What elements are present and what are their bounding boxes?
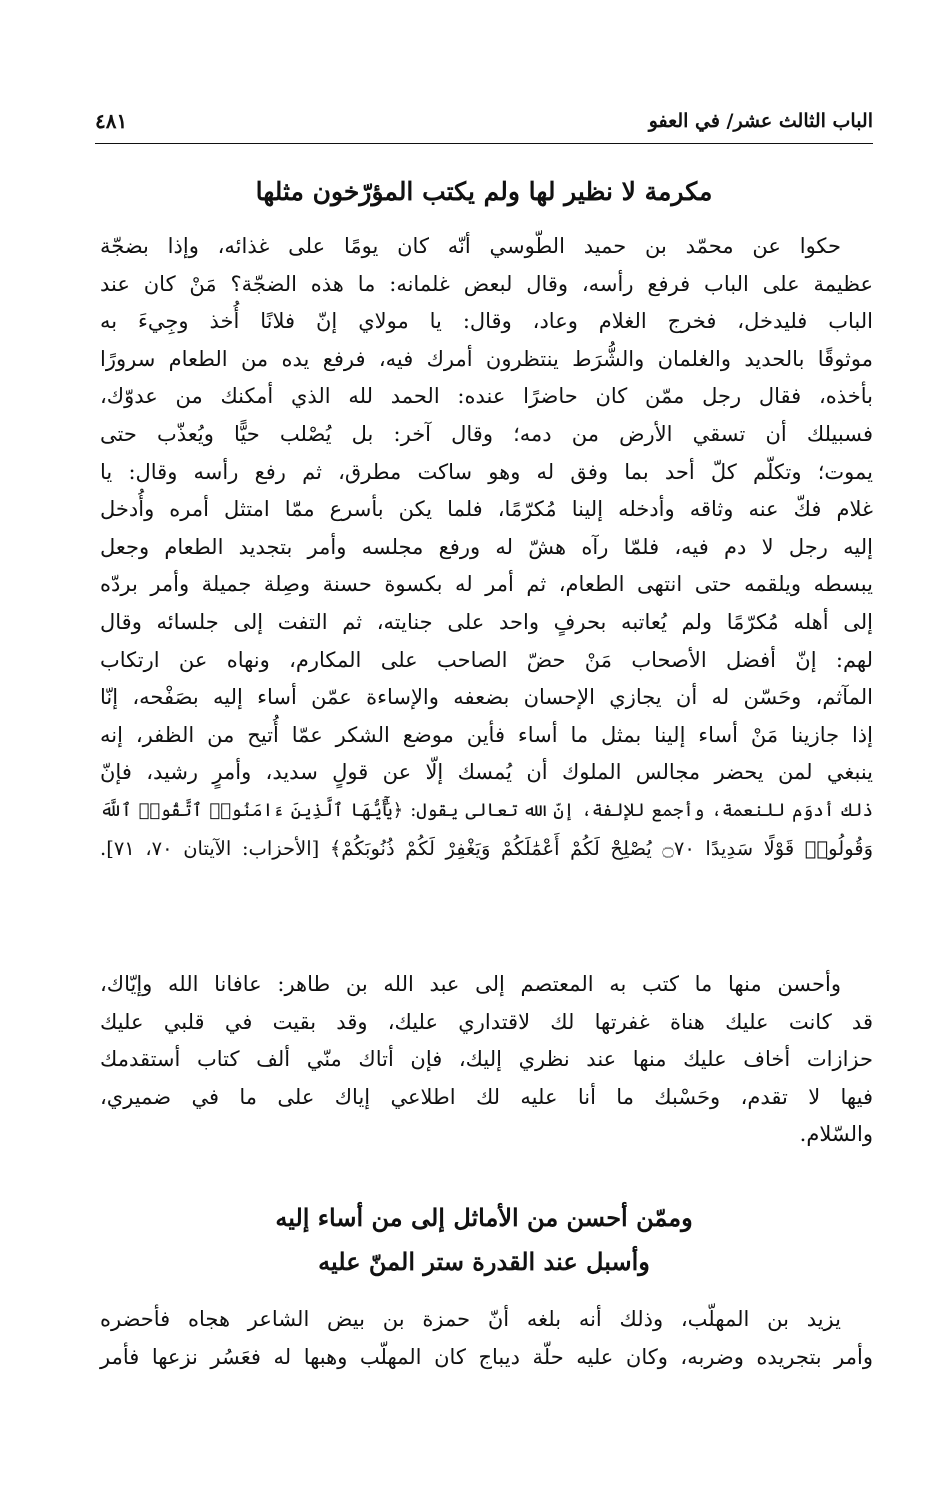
paragraph-line: يبسطه ويلقمه حتى انتهى الطعام، ثم أمر له بكسوة حسنة وصِلة جميلة وأمر بردّه (100, 572, 873, 597)
paragraph-line: وأمر بتجريده وضربه، وكان عليه حلّة ديباج كان المهلّب وهبها له فعَسُر نزعها فأمر (100, 1344, 873, 1369)
paragraph-line: قد كانت عليك هناة غفرتها لك لاقتداري عليك، وقد بقيت في قلبي عليك (100, 1009, 873, 1034)
chapter-title: الباب الثالث عشر/ في العفو (648, 110, 873, 132)
paragraph-line: يموت؛ وتكلّم كلّ أحد بما وفق له وهو ساكت مطرق، ثم رفع رأسه وقال: يا (100, 459, 873, 484)
header-divider (95, 143, 873, 144)
paragraph-line: إذا جازينا مَنْ أساء إلينا بمثل ما أساء فأين موضع الشكر عمّا أُتيح من الظفر، إنه (100, 722, 873, 747)
paragraph-line: حكوا عن محمّد بن حميد الطّوسي أنّه كان يومًا على غذائه، وإذا بضجّة (100, 234, 841, 258)
section-heading-3-line-2: وأسبل عند القدرة ستر المنّ عليه (318, 1247, 650, 1276)
paragraph-line: حزازات أخاف عليك منها عند نظري إليك، فإن أتاك منّي ألف كتاب أستقدمك (100, 1047, 873, 1072)
paragraph-line: وأحسن منها ما كتب به المعتصم إلى عبد الله بن طاهر: عافانا الله وإيّاك، (100, 972, 841, 996)
paragraph-line: لهم: إنّ أفضل الأصحاب مَنْ حضّ الصاحب على المكارم، ونهاه عن ارتكاب (100, 647, 873, 672)
paragraph-line: بأخذه، فقال رجل ممّن كان حاضرًا عنده: الحمد لله الذي أمكنك من عدوّك، (100, 384, 873, 409)
quran-verse-line: وَقُولُوا۟ قَوْلًا سَدِيدًا ۝٧٠ يُصْلِحْ لَكُمْ أَعْمَٰلَكُمْ وَيَغْفِرْ لَكُمْ ذُنُوبَكُمْ﴾ [الأحزاب: الآيتان ٧٠، ٧١]. (100, 836, 874, 860)
paragraph-line: يزيد بن المهلّب، وذلك أنه بلغه أنّ حمزة بن بيض الشاعر هجاه فأحضره (100, 1307, 841, 1331)
paragraph-line: فيها لا تقدم، وحَسْبك ما أنا عليه لك اطلاعي إياك على ما في ضميري، (100, 1084, 873, 1109)
paragraph-2 (100, 966, 873, 1154)
section-heading-3-line-1: وممّن أحسن من الأماثل إلى من أساء إليه (275, 1203, 693, 1232)
paragraph-line: ينبغي لمن يحضر مجالس الملوك أن يُمسك إلّا عن قولٍ سديد، وأمرٍ رشيد، فإنّ (100, 760, 873, 785)
paragraph-line: الباب فليدخل، فخرج الغلام وعاد، وقال: يا مولاي إنّ فلانًا أُخذ وجِيءَ به (100, 309, 873, 334)
paragraph-line: إليه رجل لا دم فيه، فلمّا رآه هشّ له ورفع مجلسه وأمر بتجديد الطعام وجعل (100, 534, 873, 559)
paragraph-line: إلى أهله مُكرّمًا ولم يُعاتبه بحرفٍ واحد على جنايته، ثم التفت إلى جلسائه وقال (100, 609, 873, 634)
paragraph-line: المآثم، وحَسّن له أن يجازي الإحسان بضعفه والإساءة عمّن أساء إليه بصَفْحه، إنّا (100, 685, 873, 710)
paragraph-line: موثوقًا بالحديد والغلمان والشُّرَط ينتظرون أمرك فيه، فرفع يده من الطعام سرورًا (100, 346, 873, 371)
paragraph-1 (100, 228, 873, 867)
paragraph-line: فسبيلك أن تسقي الأرض من دمه؛ وقال آخر: بل يُصْلب حيًّا ويُعذّب حتى (100, 421, 873, 446)
section-heading-1: مكرمة لا نظير لها ولم يكتب المؤرّخون مثلها (255, 177, 713, 206)
quran-verse-line: ذلك أدوَم للنعمة، وأجمع للإلفة، إنّ الله تعالى يقول: ﴿يَٰٓأَيُّهَا ٱلَّذِينَ ءَامَنُوا۟ ٱتَّقُوا۟ ٱللَّهَ (100, 799, 873, 821)
paragraph-line: عظيمة على الباب فرفع رأسه، وقال لبعض غلمانه: ما هذه الضجّة؟ مَنْ كان عند (100, 271, 873, 296)
page-number: ٤٨١ (95, 109, 128, 133)
running-header (95, 108, 873, 144)
paragraph-3 (100, 1301, 873, 1376)
paragraph-line: غلام فكّ عنه وثاقه وأدخله إلينا مُكرّمًا، فلما يكن بأسرع ممّا امتثل أمره وأُدخل (100, 497, 873, 522)
paragraph-line: والسّلام. (799, 1122, 873, 1147)
